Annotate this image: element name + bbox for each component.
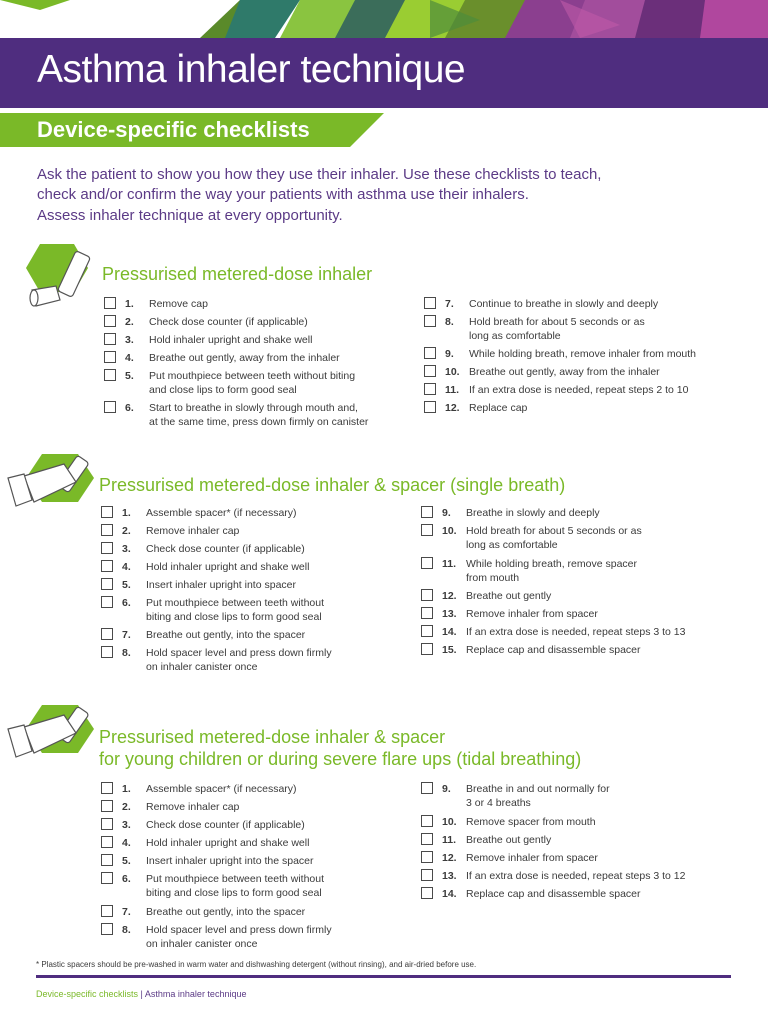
checkbox[interactable] [424, 401, 436, 413]
step-text: Insert inhaler upright into spacer [146, 579, 296, 591]
step-number: 15. [442, 644, 457, 656]
intro-line-2: check and/or confirm the way your patients with asthma use their inhalers. [37, 186, 529, 203]
step-text: Put mouthpiece between teeth without biting and close lips to form good seal [146, 873, 325, 899]
section-title-pmdi-spacer: Pressurised metered-dose inhaler & spacer (single breath) [99, 475, 566, 495]
section-title-pmdi-spacer-tidal-2: for young children or during severe flare ups (tidal breathing) [99, 749, 582, 769]
step-text: Breathe out gently [466, 590, 552, 602]
inhaler-icon [26, 244, 102, 310]
step-text: Breathe out gently, away from the inhaler [149, 352, 340, 364]
step-text: Hold inhaler upright and shake well [146, 561, 310, 573]
step-text: Breathe in and out normally for 3 or 4 breaths [466, 783, 610, 809]
section-title-pmdi-spacer-tidal-1: Pressurised metered-dose inhaler & spacer [99, 727, 446, 747]
checkbox[interactable] [104, 401, 116, 413]
step-text: Continue to breathe in slowly and deeply [469, 298, 659, 310]
step-text: Check dose counter (if applicable) [146, 543, 305, 555]
checkbox[interactable] [101, 818, 113, 830]
step-number: 3. [125, 334, 134, 346]
page-title: Asthma inhaler technique [37, 48, 466, 91]
step-number: 2. [122, 801, 131, 813]
checkbox[interactable] [421, 782, 433, 794]
checkbox[interactable] [421, 557, 433, 569]
checkbox[interactable] [421, 851, 433, 863]
checkbox[interactable] [101, 524, 113, 536]
step-text: Remove cap [149, 298, 208, 310]
section-title-pmdi: Pressurised metered-dose inhaler [102, 264, 373, 284]
step-text: Remove inhaler cap [146, 525, 240, 537]
step-text: Breathe out gently, away from the inhaler [469, 366, 660, 378]
step-text: Remove inhaler from spacer [466, 608, 598, 620]
header-decoration [0, 0, 768, 38]
step-number: 4. [122, 837, 131, 849]
step-text: Remove inhaler from spacer [466, 852, 598, 864]
step-number: 9. [445, 348, 454, 360]
checkbox[interactable] [101, 854, 113, 866]
checkbox[interactable] [421, 524, 433, 536]
step-number: 12. [442, 852, 457, 864]
step-number: 13. [442, 608, 457, 620]
checkbox[interactable] [104, 333, 116, 345]
footnote: * Plastic spacers should be pre-washed in warm water and dishwashing detergent (without rinsing), and air-dried before use. [36, 960, 477, 969]
inhaler-spacer-icon [4, 454, 104, 512]
checkbox[interactable] [101, 872, 113, 884]
step-text: Hold spacer level and press down firmly on inhaler canister once [146, 647, 332, 673]
step-number: 10. [442, 816, 457, 828]
step-number: 1. [122, 507, 131, 519]
step-number: 7. [122, 629, 131, 641]
step-text: Check dose counter (if applicable) [146, 819, 305, 831]
step-number: 6. [125, 402, 134, 414]
step-number: 1. [125, 298, 134, 310]
step-text: Breathe in slowly and deeply [466, 507, 600, 519]
inhaler-spacer-mask-icon [4, 705, 104, 763]
checkbox[interactable] [421, 589, 433, 601]
step-number: 8. [122, 647, 131, 659]
step-number: 9. [442, 507, 451, 519]
step-number: 6. [122, 873, 131, 885]
step-text: Assemble spacer* (if necessary) [146, 507, 297, 519]
checkbox[interactable] [101, 560, 113, 572]
checkbox[interactable] [101, 646, 113, 658]
step-number: 6. [122, 597, 131, 609]
step-text: Hold breath for about 5 seconds or as long as comfortable [469, 316, 645, 342]
checkbox[interactable] [101, 800, 113, 812]
checkbox[interactable] [104, 351, 116, 363]
step-number: 13. [442, 870, 457, 882]
checkbox[interactable] [421, 833, 433, 845]
step-text: Replace cap and disassemble spacer [466, 644, 641, 656]
step-number: 7. [122, 906, 131, 918]
step-number: 5. [122, 579, 131, 591]
step-number: 3. [122, 819, 131, 831]
step-number: 10. [442, 525, 457, 537]
footer-rule [36, 975, 731, 978]
step-text: Hold breath for about 5 seconds or as long as comfortable [466, 525, 642, 551]
footer-section: Device-specific checklists [36, 989, 139, 999]
step-number: 5. [122, 855, 131, 867]
step-text: Breathe out gently [466, 834, 552, 846]
checkbox[interactable] [101, 782, 113, 794]
checkbox[interactable] [424, 365, 436, 377]
checkbox[interactable] [421, 607, 433, 619]
step-text: Check dose counter (if applicable) [149, 316, 308, 328]
intro-line-1: Ask the patient to show you how they use their inhaler. Use these checklists to teach, [37, 166, 602, 183]
checkbox[interactable] [421, 643, 433, 655]
step-number: 14. [442, 888, 457, 900]
step-text: Start to breathe in slowly through mouth and, at the same time, press down firmly on canister [149, 402, 369, 428]
checkbox[interactable] [104, 369, 116, 381]
checkbox[interactable] [421, 506, 433, 518]
step-text: While holding breath, remove spacer from mouth [466, 558, 638, 584]
step-text: Hold spacer level and press down firmly on inhaler canister once [146, 924, 332, 950]
checkbox[interactable] [104, 297, 116, 309]
step-number: 4. [122, 561, 131, 573]
step-number: 5. [125, 370, 134, 382]
checkbox[interactable] [424, 297, 436, 309]
checkbox[interactable] [101, 506, 113, 518]
step-number: 14. [442, 626, 457, 638]
step-number: 12. [445, 402, 460, 414]
checkbox[interactable] [421, 815, 433, 827]
step-text: Assemble spacer* (if necessary) [146, 783, 297, 795]
checkbox[interactable] [424, 347, 436, 359]
checkbox[interactable] [101, 836, 113, 848]
step-number: 3. [122, 543, 131, 555]
checkbox[interactable] [101, 905, 113, 917]
step-text: While holding breath, remove inhaler from mouth [469, 348, 697, 360]
step-number: 9. [442, 783, 451, 795]
checkbox[interactable] [101, 923, 113, 935]
step-number: 2. [125, 316, 134, 328]
step-text: Hold inhaler upright and shake well [146, 837, 310, 849]
page-subtitle: Device-specific checklists [37, 117, 310, 142]
step-text: Breathe out gently, into the spacer [146, 906, 306, 918]
step-text: Replace cap and disassemble spacer [466, 888, 641, 900]
checkbox[interactable] [101, 596, 113, 608]
checkbox[interactable] [421, 869, 433, 881]
step-number: 11. [445, 384, 460, 396]
footer [36, 989, 246, 999]
step-text: If an extra dose is needed, repeat steps 3 to 12 [466, 870, 686, 882]
step-number: 11. [442, 834, 457, 846]
footer-separator: | [140, 989, 143, 999]
step-number: 1. [122, 783, 131, 795]
checkbox[interactable] [421, 625, 433, 637]
checkbox[interactable] [421, 887, 433, 899]
checkbox[interactable] [101, 628, 113, 640]
footer-document: Asthma inhaler technique [144, 989, 247, 999]
step-text: Remove inhaler cap [146, 801, 240, 813]
step-number: 8. [445, 316, 454, 328]
step-text: Remove spacer from mouth [466, 816, 596, 828]
step-number: 12. [442, 590, 457, 602]
step-text: Breathe out gently, into the spacer [146, 629, 306, 641]
step-number: 8. [122, 924, 131, 936]
step-text: Replace cap [469, 402, 528, 414]
step-number: 11. [442, 558, 457, 570]
step-number: 10. [445, 366, 460, 378]
step-number: 4. [125, 352, 134, 364]
intro-line-3: Assess inhaler technique at every opportunity. [37, 207, 343, 224]
checkbox[interactable] [104, 315, 116, 327]
step-number: 2. [122, 525, 131, 537]
step-text: If an extra dose is needed, repeat steps 3 to 13 [466, 626, 686, 638]
step-text: Put mouthpiece between teeth without biting and close lips to form good seal [146, 597, 325, 623]
step-text: Hold inhaler upright and shake well [149, 334, 313, 346]
step-number: 7. [445, 298, 454, 310]
checkbox[interactable] [101, 578, 113, 590]
step-text: Insert inhaler upright into the spacer [146, 855, 314, 867]
checkbox[interactable] [424, 315, 436, 327]
step-text: Put mouthpiece between teeth without biting and close lips to form good seal [149, 370, 356, 396]
checkbox[interactable] [424, 383, 436, 395]
step-text: If an extra dose is needed, repeat steps 2 to 10 [469, 384, 689, 396]
checkbox[interactable] [101, 542, 113, 554]
